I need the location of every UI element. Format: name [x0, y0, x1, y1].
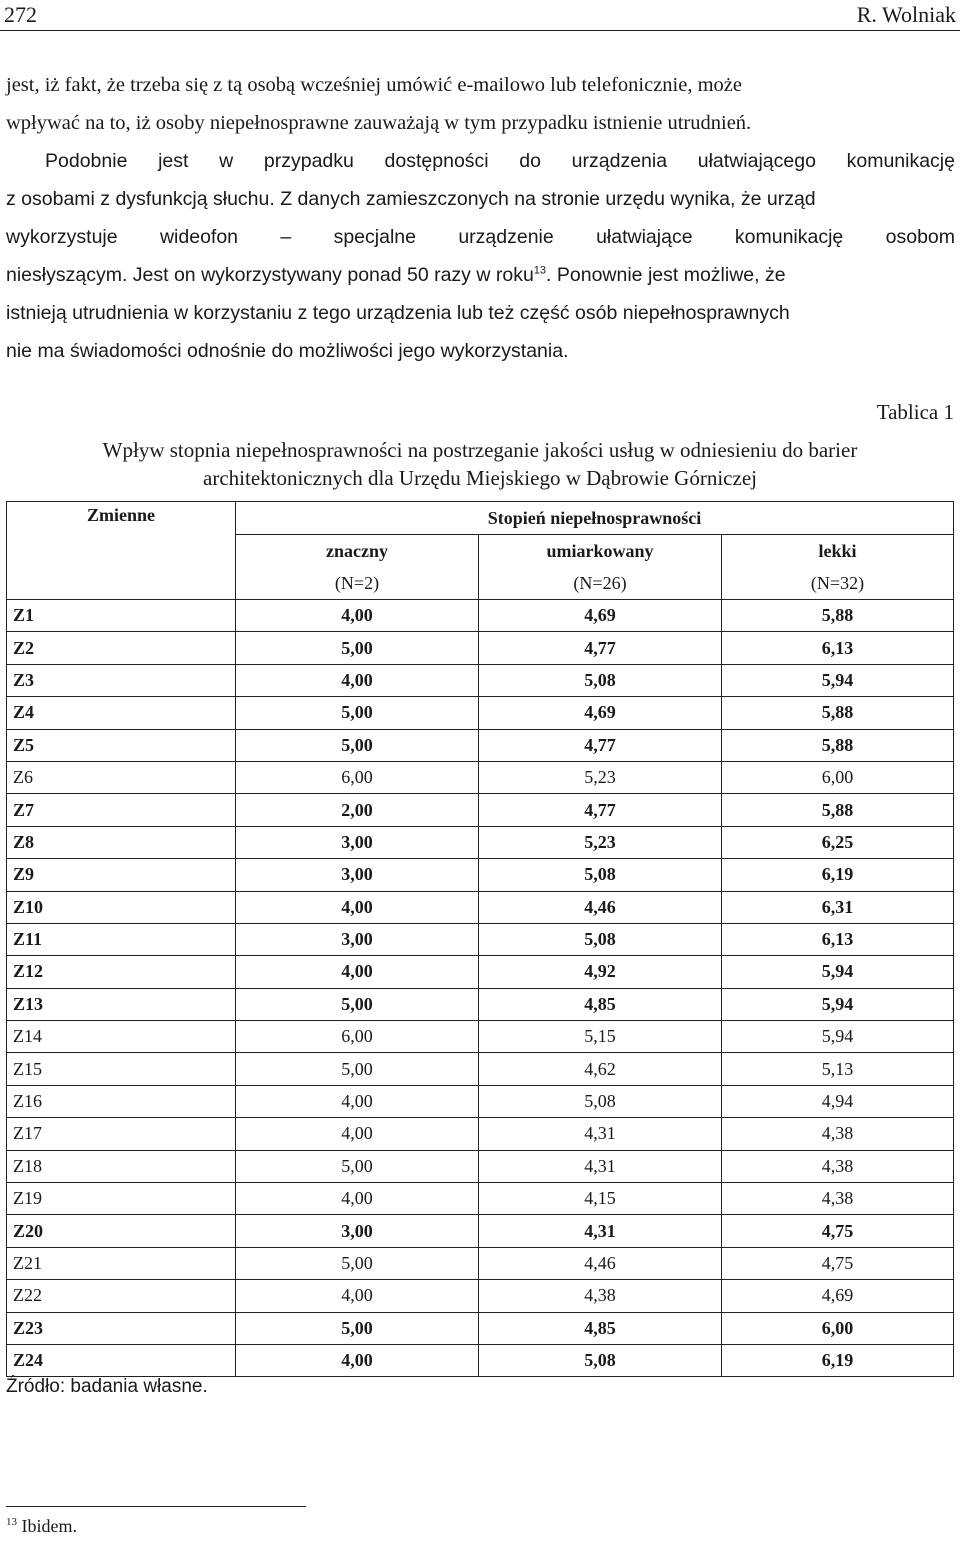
value-cell: 5,08	[479, 1344, 722, 1376]
value-cell: 5,88	[722, 697, 954, 729]
value-cell: 5,00	[236, 1312, 479, 1344]
table-row	[7, 697, 954, 729]
value-cell: 5,00	[236, 729, 479, 761]
value-cell: 5,23	[479, 761, 722, 793]
table-row	[7, 1344, 954, 1376]
variable-cell: Z9	[7, 859, 236, 891]
group-header: Stopień niepełnosprawności	[236, 502, 954, 535]
value-cell: 5,13	[722, 1053, 954, 1085]
value-cell: 4,38	[479, 1280, 722, 1312]
body-line-8: nie ma świadomości odnośnie do możliwości jego wykorzystania.	[6, 340, 569, 362]
table-row	[7, 632, 954, 664]
table-row	[7, 826, 954, 858]
value-cell: 4,00	[236, 664, 479, 696]
table-number: Tablica 1	[876, 400, 954, 424]
value-cell: 5,94	[722, 1021, 954, 1053]
value-cell: 5,23	[479, 826, 722, 858]
variable-cell: Z7	[7, 794, 236, 826]
variable-cell: Z16	[7, 1085, 236, 1117]
value-cell: 4,15	[479, 1183, 722, 1215]
value-cell: 4,00	[236, 1085, 479, 1117]
value-cell: 4,38	[722, 1183, 954, 1215]
value-cell: 4,69	[722, 1280, 954, 1312]
value-cell: 5,88	[722, 729, 954, 761]
variable-cell: Z15	[7, 1053, 236, 1085]
col-label-umiarkowany: umiarkowany	[479, 535, 722, 568]
footnote-text: Ibidem.	[21, 1516, 77, 1536]
col-label-znaczny: znaczny	[236, 535, 479, 568]
table-row	[7, 988, 954, 1020]
table-row	[7, 1183, 954, 1215]
value-cell: 6,13	[722, 923, 954, 955]
value-cell: 4,00	[236, 1118, 479, 1150]
variable-cell: Z6	[7, 761, 236, 793]
value-cell: 4,31	[479, 1215, 722, 1247]
table-row	[7, 600, 954, 632]
value-cell: 4,94	[722, 1085, 954, 1117]
value-cell: 4,46	[479, 1247, 722, 1279]
footnote	[6, 1516, 77, 1537]
table-row	[7, 859, 954, 891]
table-row	[7, 664, 954, 696]
table-row	[7, 1150, 954, 1182]
variable-cell: Z23	[7, 1312, 236, 1344]
value-cell: 4,00	[236, 1280, 479, 1312]
value-cell: 6,25	[722, 826, 954, 858]
value-cell: 4,85	[479, 988, 722, 1020]
body-line-7: istnieją utrudnienia w korzystaniu z tego urządzenia lub też część osób niepełnosprawnych	[6, 302, 790, 324]
value-cell: 5,00	[236, 1053, 479, 1085]
variable-cell: Z24	[7, 1344, 236, 1376]
value-cell: 5,00	[236, 1150, 479, 1182]
variable-cell: Z3	[7, 664, 236, 696]
value-cell: 4,38	[722, 1150, 954, 1182]
value-cell: 6,19	[722, 859, 954, 891]
value-cell: 4,00	[236, 891, 479, 923]
value-cell: 6,00	[722, 1312, 954, 1344]
value-cell: 6,31	[722, 891, 954, 923]
body-line-6-tail: . Ponownie jest możliwe, że	[546, 264, 786, 286]
value-cell: 4,31	[479, 1150, 722, 1182]
value-cell: 6,19	[722, 1344, 954, 1376]
table-row	[7, 794, 954, 826]
variable-cell: Z8	[7, 826, 236, 858]
value-cell: 6,13	[722, 632, 954, 664]
value-cell: 3,00	[236, 859, 479, 891]
table-row	[7, 923, 954, 955]
table-row	[7, 1247, 954, 1279]
value-cell: 4,92	[479, 956, 722, 988]
value-cell: 4,77	[479, 632, 722, 664]
body-line-6	[6, 263, 955, 287]
value-cell: 3,00	[236, 923, 479, 955]
body-line-3: Podobnie jest w przypadku dostępności do urządzenia ułatwiającego komunikację	[45, 150, 955, 172]
table-row	[7, 1215, 954, 1247]
variable-cell: Z18	[7, 1150, 236, 1182]
value-cell: 4,77	[479, 794, 722, 826]
value-cell: 5,08	[479, 923, 722, 955]
value-cell: 4,31	[479, 1118, 722, 1150]
variable-cell: Z17	[7, 1118, 236, 1150]
table-row	[7, 1118, 954, 1150]
variable-cell: Z20	[7, 1215, 236, 1247]
value-cell: 5,88	[722, 600, 954, 632]
table-row	[7, 1053, 954, 1085]
table-row	[7, 1280, 954, 1312]
value-cell: 5,08	[479, 859, 722, 891]
table-row	[7, 1021, 954, 1053]
variable-cell: Z1	[7, 600, 236, 632]
value-cell: 5,94	[722, 956, 954, 988]
value-cell: 5,94	[722, 664, 954, 696]
value-cell: 4,62	[479, 1053, 722, 1085]
body-line-4: z osobami z dysfunkcją słuchu. Z danych zamieszczonych na stronie urzędu wynika, że urząd	[6, 188, 816, 210]
value-cell: 5,08	[479, 664, 722, 696]
variable-cell: Z2	[7, 632, 236, 664]
table-title-line-2: architektonicznych dla Urzędu Miejskiego w Dąbrowie Górniczej	[203, 466, 757, 490]
value-cell: 5,00	[236, 1247, 479, 1279]
table-row	[7, 729, 954, 761]
variable-cell: Z19	[7, 1183, 236, 1215]
variable-cell: Z10	[7, 891, 236, 923]
page-header	[0, 0, 960, 31]
body-line-1: jest, iż fakt, że trzeba się z tą osobą wcześniej umówić e-mailowo lub telefonicznie, może	[6, 74, 742, 96]
value-cell: 2,00	[236, 794, 479, 826]
body-line-6-text: niesłyszącym. Jest on wykorzystywany ponad 50 razy w roku	[6, 264, 534, 286]
value-cell: 3,00	[236, 1215, 479, 1247]
variables-header: Zmienne	[7, 502, 236, 600]
table-row	[7, 761, 954, 793]
page-number: 272	[4, 2, 37, 27]
value-cell: 5,00	[236, 697, 479, 729]
header-row	[7, 502, 954, 535]
col-n-lekki: (N=32)	[722, 567, 954, 600]
footnote-ref[interactable]: 13	[533, 264, 547, 277]
table-row	[7, 891, 954, 923]
value-cell: 4,38	[722, 1118, 954, 1150]
value-cell: 5,15	[479, 1021, 722, 1053]
value-cell: 5,00	[236, 632, 479, 664]
value-cell: 4,69	[479, 697, 722, 729]
variable-cell: Z22	[7, 1280, 236, 1312]
col-n-umiarkowany: (N=26)	[479, 567, 722, 600]
variable-cell: Z14	[7, 1021, 236, 1053]
variable-cell: Z13	[7, 988, 236, 1020]
variable-cell: Z5	[7, 729, 236, 761]
body-line-5: wykorzystuje wideofon – specjalne urządzenie ułatwiające komunikację osobom	[6, 226, 955, 248]
value-cell: 6,00	[236, 761, 479, 793]
footnote-number: 13	[6, 1516, 17, 1528]
col-n-znaczny: (N=2)	[236, 567, 479, 600]
table-row	[7, 1085, 954, 1117]
value-cell: 6,00	[236, 1021, 479, 1053]
value-cell: 5,94	[722, 988, 954, 1020]
value-cell: 3,00	[236, 826, 479, 858]
variable-cell: Z21	[7, 1247, 236, 1279]
col-label-lekki: lekki	[722, 535, 954, 568]
table-row	[7, 956, 954, 988]
value-cell: 4,75	[722, 1215, 954, 1247]
value-cell: 4,00	[236, 600, 479, 632]
value-cell: 5,00	[236, 988, 479, 1020]
body-line-2: wpływać na to, iż osoby niepełnosprawne zauważają w tym przypadku istnienie utrudnień.	[6, 112, 752, 134]
value-cell: 4,75	[722, 1247, 954, 1279]
value-cell: 4,00	[236, 1344, 479, 1376]
value-cell: 4,69	[479, 600, 722, 632]
running-author: R. Wolniak	[856, 2, 956, 27]
value-cell: 5,88	[722, 794, 954, 826]
table-row	[7, 1312, 954, 1344]
variable-cell: Z12	[7, 956, 236, 988]
variable-cell: Z11	[7, 923, 236, 955]
data-table	[6, 501, 954, 1377]
value-cell: 6,00	[722, 761, 954, 793]
value-cell: 4,00	[236, 956, 479, 988]
value-cell: 4,85	[479, 1312, 722, 1344]
value-cell: 4,00	[236, 1183, 479, 1215]
value-cell: 5,08	[479, 1085, 722, 1117]
footnote-divider	[6, 1506, 306, 1507]
variable-cell: Z4	[7, 697, 236, 729]
value-cell: 4,77	[479, 729, 722, 761]
table-title-line-1: Wpływ stopnia niepełnosprawności na postrzeganie jakości usług w odniesieniu do barier	[102, 438, 858, 462]
table-source: Źródło: badania własne.	[6, 1376, 208, 1397]
value-cell: 4,46	[479, 891, 722, 923]
